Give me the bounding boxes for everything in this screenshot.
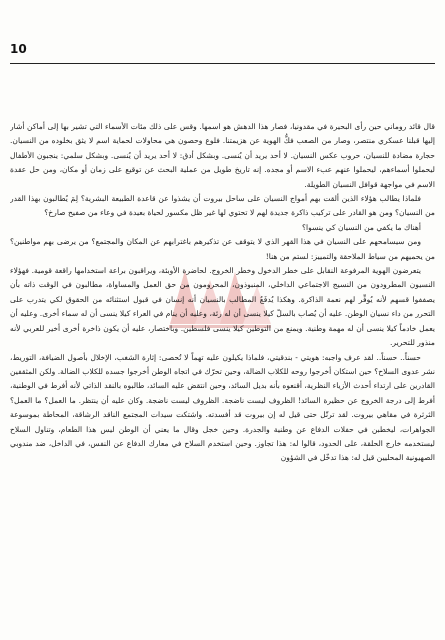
page-number: 10 — [10, 42, 27, 56]
paragraph: أهناك ما يكفي من النسيان كي ينسوا؟ — [301, 222, 421, 232]
paragraph: حسناً.. حسناً.. لقد عرف واجبه: هويتي - بندقيتي، فلماذا يكيلون عليه تهماً لا تُحصى: إثارة الشغب، الإخلال بأصول الضيافة، التوريط، نشر عدوى السلاح؟ حين استكان أخرجوا روحه للكلاب الضالة، وحين تحرّك في اتجاه الوطن أخرجوا جسده للكلاب الضالة. ولكن المثقفين القادرين على ارتداء أحدث الأزياء النظرية، أقنعوه بأنه بديل السائد، وحين انتقض عليه السائد، طالبوه بالنقد الذاتي لأنه أفرط في الوطنية، أفرط إلى درجة الخروج عن حظيرة السائد! الظروف ليست ناضجة. الظروف ليست ناضجة. وكان عليه أن ينتظر. ما العمل؟ ما العمل؟ الثرثرة في مقاهي بيروت. لقد ترتّل حتى قيل له إن بيروت قد أفسدته. واشتكت سيدات المجتمع الناقد الرشاقة، المحاطة بموسوعة الجواهرات، ليخطبن في حفلات الدفاع عن وطنية والجدرة. وحين خجل وقال ما يعني أن الوطن ليس هذا الطعام، وتناول السلاح ليستخدمه خارج الحلقة، على الحدود، قالوا له: هذا تجاوز. وحين استخدم السلاح في معارك الدفاع عن النفس، في الداخل، ضد مندوبي الصهيونية المحليين قيل له: هذا تدخّل في الشؤون — [10, 352, 435, 463]
body-text — [10, 120, 435, 632]
header-rule — [10, 63, 435, 64]
paragraph: ومن سيسامحهم على النسيان في هذا القهر الذي لا يتوقف عن تذكيرهم باغترابهم عن المكان والمجتمع؟ من يرضى بهم مواطنين؟ من يحميهم من سياط الملاحقة والتمييز: لستم من هنا! — [10, 237, 435, 261]
paragraph: قال قائد روماني حين رأى البحيرة في مقدونيا، فصار هذا الدهش هو اسمها. وقس على ذلك مئات الأسماء التي تشير بها إلى أماكن أشار إليها قبلنا عسكري منتصر، وصار من الصعب فكُّ الهوية عن هزيمتنا. فلوع وحصون هي محاولات لحماية اسم لا يثق بخلوده من النسيان. حجارة مضادة للنسيان، حروب عكس النسيان. لا أحد يريد أن يُنسى. وبشكل أدق: لا أحد يريد أن يُنسى. وبشكل سلمي: ينجبون الأطفال ليحملوا أسماءهم، ليحملوا عنهم عبء الاسم أو مجده. إنه تاريخ طويل من عملية البحث عن توقيع على زمان أو مكان، ومن حل عقدة الاسم في مواجهة قوافل النسيان الطويلة. — [10, 122, 435, 189]
paragraph: يتعرضون الهوية المرفوعة النقابل على خطر الدخول وخطر الخروج. لحاضرة الأوبئة، ويراقبون براعة استخدامها راقعة قومية. فهؤلاء النسيون المطرودون من النسيج الاجتماعي الداخلي، المنبوذون، المحرومون من حق العمل والمساواة، مطالبون في الوقت ذاته بأن يصففوا قسهم لأنه يُوفِّر لهم نعمة الذاكرة. وهكذا يُدفَعُ المطالب بالنسيان أنه إنسان في قبول استثنائه من الحقوق لكي يتدرب على التحرر من داء نسيان الوطن. عليه أن يُصاب بالسلّ كيلا ينسى أن له رئة، وعليه أن ينام في العراء كيلا ينسى أن له سماء أخرى. وعليه أن يعمل خادماً كيلا ينسى أن له مهمة وطنية. ويمنع من التوطين كيلا ينسى فلسطين. وباختصار، عليه أن يكون ذاخرة أخرى أخير للعربي لأنه منذور للتحرير. — [10, 266, 435, 348]
paragraph: فلماذا يطالب هؤلاء الذين ألقت بهم أمواج النسيان على ساحل بيروت أن يشذوا عن قاعدة الطبيعة البشرية؟ لِمَ يُطالبون بهذا القدر من النسيان؟ ومن هو القادر على تركيب ذاكرة جديدة لهم لا تحتوي لها غير ظل مكسور لحياة بعيدة في وعاء من صفيح صارخ؟ — [10, 194, 435, 218]
